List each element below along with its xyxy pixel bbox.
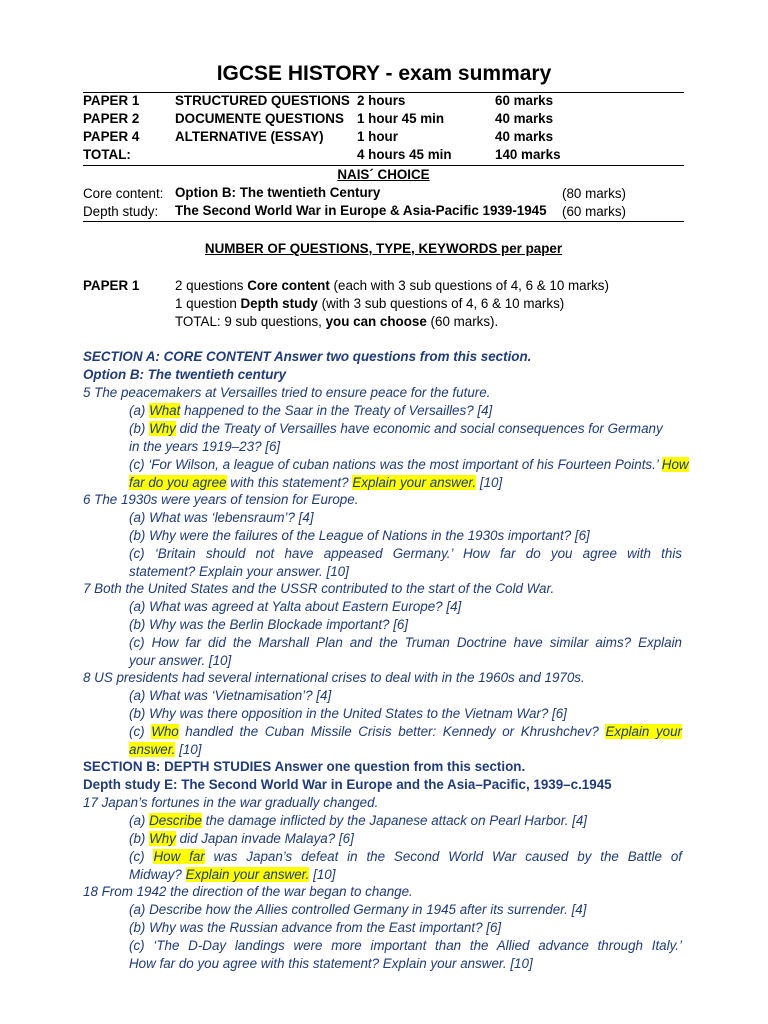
text: the damage inflicted by the Japanese attack on Pearl Harbor. [4] <box>201 813 588 828</box>
highlight: What <box>149 403 181 418</box>
text: happened to the Saar in the Treaty of Versailles? [4] <box>180 403 493 418</box>
question-18c: (c) ‘The D-Day landings were more important than the Allied advance through Italy.’ <box>129 938 682 953</box>
paper1-line <box>175 314 498 329</box>
question-5b: (b) Why did the Treaty of Versailles have economic and social consequences for Germany <box>129 421 663 436</box>
keyword: Depth study <box>240 296 318 311</box>
paper-type: STRUCTURED QUESTIONS <box>175 93 350 108</box>
paper-name: PAPER 1 <box>83 93 140 108</box>
question-6a: (a) What was ‘lebensraum’? [4] <box>129 510 314 525</box>
section-heading: NUMBER OF QUESTIONS, TYPE, KEYWORDS per paper <box>204 241 563 256</box>
text: (c) <box>129 849 154 864</box>
text: TOTAL: 9 sub questions, <box>175 314 326 329</box>
question-17a <box>129 812 682 830</box>
highlight: answer. <box>129 742 176 757</box>
paper-time: 2 hours <box>357 93 406 108</box>
text: [10] <box>476 475 503 490</box>
choice-marks: (80 marks) <box>562 186 626 201</box>
highlight: How <box>661 457 689 472</box>
text: was Japan’s defeat in the Second World War caused by the Battle of <box>204 849 682 864</box>
paper-marks: 40 marks <box>495 129 554 144</box>
question-17b <box>129 830 682 848</box>
section-a-heading: SECTION A: CORE CONTENT Answer two questions from this section. <box>83 349 532 364</box>
text: (b) <box>129 831 150 846</box>
section-b-heading: SECTION B: DEPTH STUDIES Answer one question from this section. <box>83 759 526 774</box>
text: 2 questions <box>175 278 248 293</box>
text: (a) <box>129 813 150 828</box>
question-7a: (a) What was agreed at Yalta about Eastern Europe? [4] <box>129 599 462 614</box>
highlight: far do you agree <box>129 475 227 490</box>
table-divider <box>83 165 684 166</box>
choice-label: Core content: <box>83 186 164 201</box>
question-5: 5 The peacemakers at Versailles tried to ensure peace for the future. <box>83 385 491 400</box>
question-18c-cont: How far do you agree with this statement? Explain your answer. [10] <box>129 956 533 971</box>
paper-marks: 140 marks <box>495 147 561 162</box>
text: Midway? <box>129 867 186 882</box>
choice-heading: NAIS´ CHOICE <box>337 167 430 182</box>
text: (c) ‘For Wilson, a league of cuban nations was the most important of his Fourteen Points.’ <box>129 457 662 472</box>
keyword: you can choose <box>325 314 427 329</box>
question-8b: (b) Why was there opposition in the United States to the Vietnam War? [6] <box>129 706 567 721</box>
question-8c <box>129 723 682 741</box>
choice-marks: (60 marks) <box>562 204 626 219</box>
paper-time: 1 hour 45 min <box>357 111 445 126</box>
text: handled the Cuban Missile Crisis better: Kennedy or Khrushchev? <box>178 724 606 739</box>
paper-time: 1 hour <box>357 129 398 144</box>
text: [10] <box>309 867 336 882</box>
paper-marks: 40 marks <box>495 111 554 126</box>
question-18a: (a) Describe how the Allies controlled Germany in 1945 after its surrender. [4] <box>129 902 587 917</box>
choice-value: The Second World War in Europe & Asia-Pacific 1939-1945 <box>175 203 547 218</box>
paper-type: DOCUMENTE QUESTIONS <box>175 111 344 126</box>
highlight: Who <box>151 724 179 739</box>
question-6c-cont: statement? Explain your answer. [10] <box>129 564 349 579</box>
highlight: Why <box>149 831 176 846</box>
choice-value: Option B: The twentieth Century <box>175 185 381 200</box>
choice-divider <box>83 221 684 222</box>
paper-marks: 60 marks <box>495 93 554 108</box>
text: (c) <box>129 724 152 739</box>
highlight: How far <box>153 849 205 864</box>
highlight: Why <box>149 421 176 436</box>
question-7: 7 Both the United States and the USSR contributed to the start of the Cold War. <box>83 581 555 596</box>
question-8: 8 US presidents had several international crises to deal with in the 1960s and 1970s. <box>83 670 585 685</box>
text: did the Treaty of Versailles have economic and social consequences for Germany <box>175 421 663 436</box>
text: (with 3 sub questions of 4, 6 & 10 marks) <box>317 296 565 311</box>
paper1-line <box>175 278 609 293</box>
paper1-label: PAPER 1 <box>83 278 140 293</box>
question-17c <box>129 848 682 866</box>
option-b-heading: Option B: The twentieth century <box>83 367 287 382</box>
question-18: 18 From 1942 the direction of the war began to change. <box>83 884 413 899</box>
question-5c <box>129 456 689 474</box>
paper-time: 4 hours 45 min <box>357 147 452 162</box>
text: 1 question <box>175 296 241 311</box>
paper1-line <box>175 296 564 311</box>
depth-study-heading: Depth study E: The Second World War in Europe and the Asia–Pacific, 1939–c.1945 <box>83 777 612 792</box>
question-5b-cont: in the years 1919–23? [6] <box>129 439 281 454</box>
question-5a: (a) What happened to the Saar in the Treaty of Versailles? [4] <box>129 403 493 418</box>
question-18b: (b) Why was the Russian advance from the East important? [6] <box>129 920 502 935</box>
paper-name: PAPER 2 <box>83 111 140 126</box>
question-8a: (a) What was ‘Vietnamisation’? [4] <box>129 688 332 703</box>
text: did Japan invade Malaya? [6] <box>175 831 354 846</box>
text: (60 marks). <box>426 314 499 329</box>
question-5c-cont <box>129 474 682 492</box>
question-7c-cont: your answer. [10] <box>129 653 232 668</box>
choice-label: Depth study: <box>83 204 159 219</box>
question-6b: (b) Why were the failures of the League of Nations in the 1930s important? [6] <box>129 528 590 543</box>
question-7b: (b) Why was the Berlin Blockade important? [6] <box>129 617 409 632</box>
paper-name: PAPER 4 <box>83 129 140 144</box>
question-6: 6 The 1930s were years of tension for Europe. <box>83 492 359 507</box>
paper-name: TOTAL: <box>83 147 131 162</box>
page-title: IGCSE HISTORY - exam summary <box>216 62 552 85</box>
highlight: Explain your <box>605 724 682 739</box>
highlight: Describe <box>149 813 202 828</box>
question-6c: (c) ‘Britain should not have appeased Germany.’ How far do you agree with this <box>129 546 682 561</box>
keyword: Core content <box>247 278 330 293</box>
text: with this statement? <box>226 475 353 490</box>
highlight: Explain your answer. <box>352 475 477 490</box>
question-17c-cont <box>129 866 682 884</box>
question-8c-cont <box>129 741 682 759</box>
text: (each with 3 sub questions of 4, 6 & 10 marks) <box>329 278 609 293</box>
highlight: Explain your answer. <box>185 867 310 882</box>
paper-type: ALTERNATIVE (ESSAY) <box>175 129 324 144</box>
text: [10] <box>175 742 202 757</box>
question-17: 17 Japan’s fortunes in the war gradually changed. <box>83 795 379 810</box>
question-7c: (c) How far did the Marshall Plan and the Truman Doctrine have similar aims? Explain <box>129 635 682 650</box>
